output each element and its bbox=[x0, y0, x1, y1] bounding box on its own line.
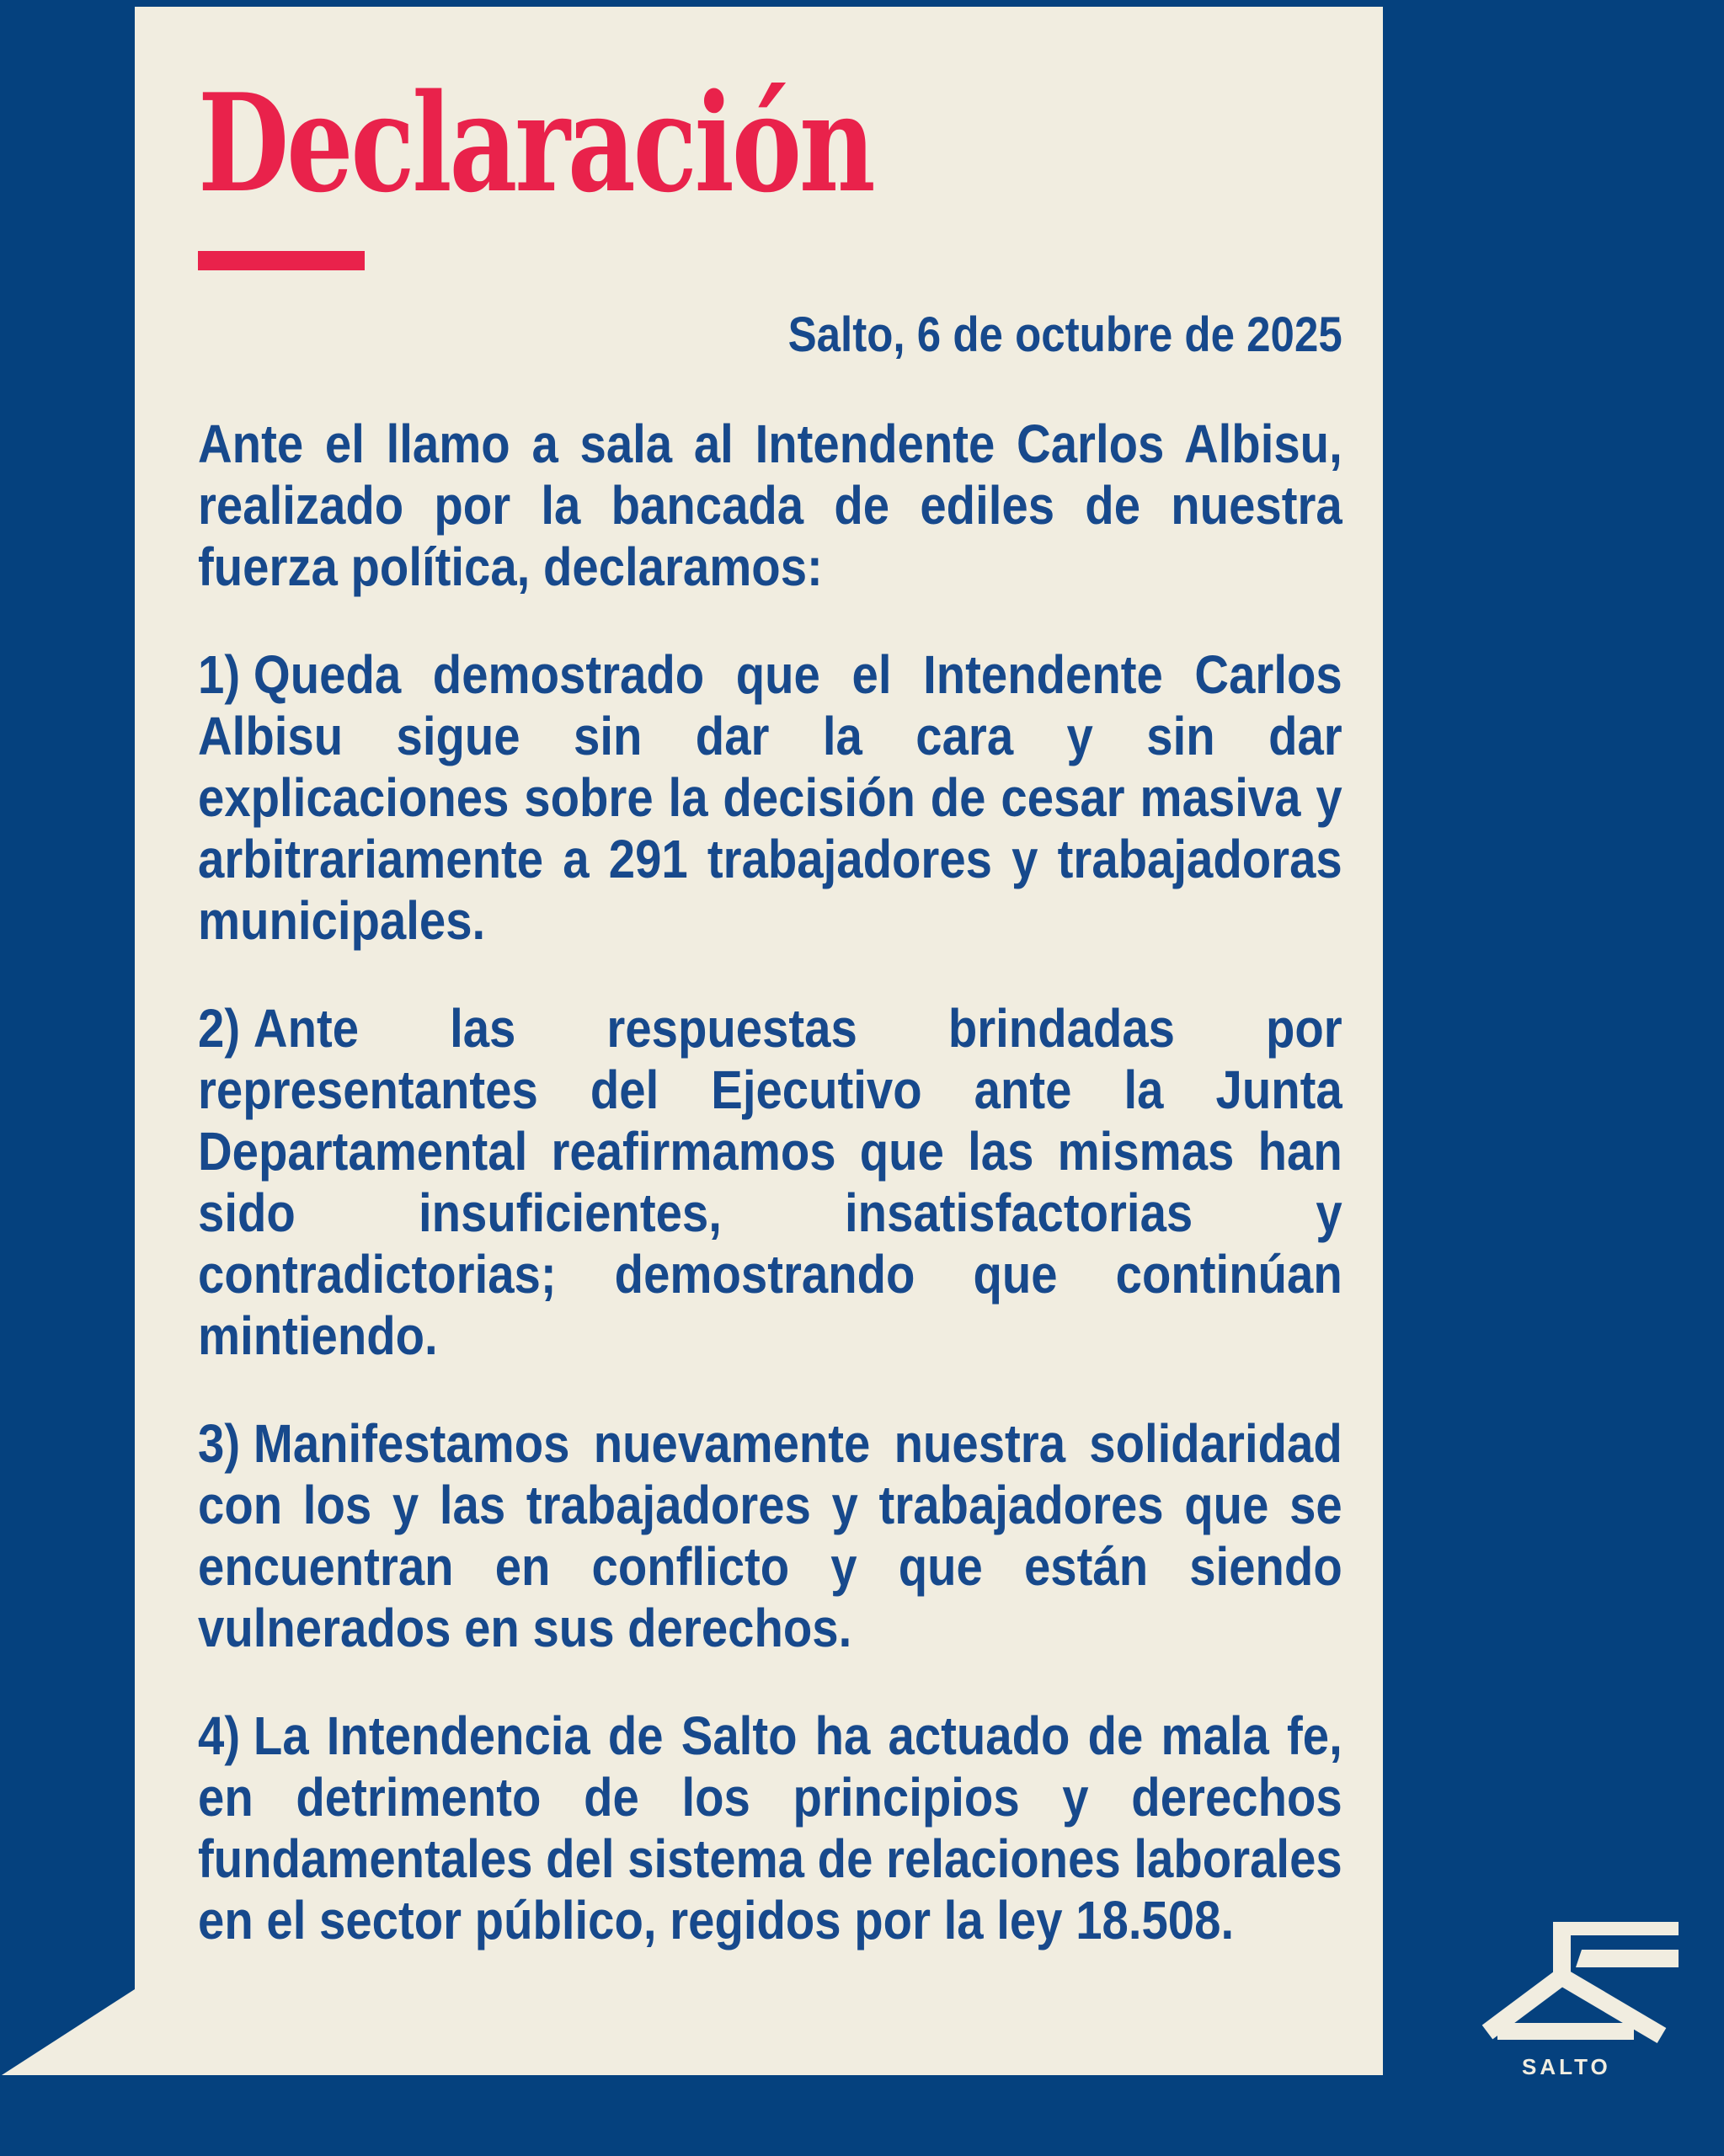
item-text: La Intendencia de Salto ha actuado de mala fe, en detrimento de los principios y derechos fundamentales del sistema de relaciones laborales en el sector público, regidos por la ley 18.508. bbox=[198, 1705, 1342, 1951]
item-number: 3) bbox=[198, 1413, 241, 1474]
declaration-item-2 bbox=[198, 998, 1342, 1367]
declaration-body bbox=[198, 414, 1342, 1951]
page-title: Declaración bbox=[198, 64, 873, 222]
intro-text: Ante el llamo a sala al Intendente Carlos Albisu, realizado por la bancada de ediles de nuestra fuerza política, declaramos: bbox=[198, 414, 1342, 597]
declaration-item-3 bbox=[198, 1413, 1342, 1659]
item-text: Ante las respuestas brindadas por representantes del Ejecutivo ante la Junta Departamental reafirmamos que las mismas han sido insuficientes, insatisfactorias y contradictorias; demostrando que continúan mintiendo. bbox=[198, 998, 1342, 1366]
declaration-item-1 bbox=[198, 644, 1342, 952]
item-number: 2) bbox=[198, 998, 241, 1059]
title-underline-bar bbox=[198, 251, 365, 270]
intro-paragraph bbox=[198, 414, 1342, 598]
document-panel bbox=[135, 7, 1383, 2075]
item-number: 1) bbox=[198, 644, 241, 705]
document-content bbox=[198, 64, 1342, 1951]
panel-bottom-left-flare bbox=[2, 1989, 135, 2075]
item-text: Queda demostrado que el Intendente Carlos Albisu sigue sin dar la cara y sin dar explicaciones sobre la decisión de cesar masiva y arbitrariamente a 291 trabajadores y trabajadoras municipales. bbox=[198, 644, 1342, 951]
date-line: Salto, 6 de octubre de 2025 bbox=[787, 307, 1342, 362]
logo-caption: SALTO bbox=[1522, 2054, 1611, 2079]
logo-f-second-bar bbox=[1576, 1950, 1679, 1967]
declaration-item-4 bbox=[198, 1705, 1342, 1951]
item-number: 4) bbox=[198, 1705, 241, 1766]
item-text: Manifestamos nuevamente nuestra solidaridad con los y las trabajadores y trabajadores que se encuentran en conflicto y que están siendo vulnerados en sus derechos. bbox=[198, 1413, 1342, 1658]
frente-amplio-logo-icon bbox=[1474, 1903, 1710, 2089]
